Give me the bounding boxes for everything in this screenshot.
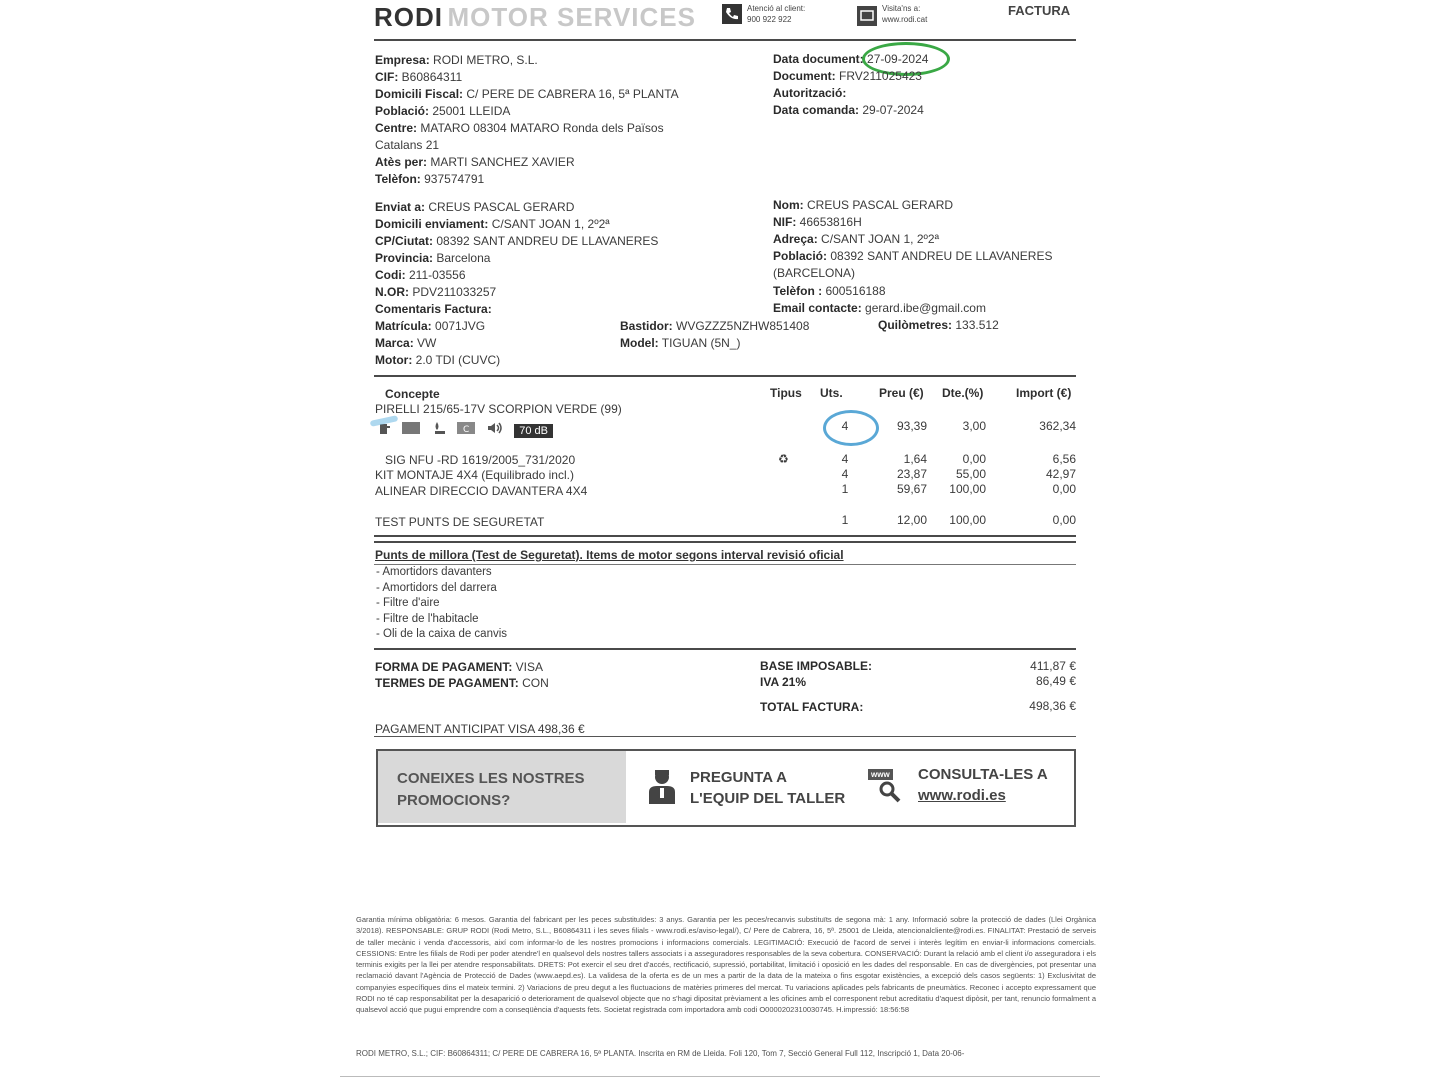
vehicle-model: Model: TIGUAN (5N_) <box>620 336 741 350</box>
shipping-comentaris: Comentaris Factura: <box>375 302 492 316</box>
row-4-preu: 59,67 <box>896 482 927 496</box>
noise-icon <box>486 421 504 440</box>
rodi-web-link[interactable]: www.rodi.es <box>918 787 1006 804</box>
payment-terms: TERMES DE PAGAMENT: CON <box>375 676 549 690</box>
payment-top-divider <box>374 648 1076 650</box>
row-5-concept: TEST PUNTS DE SEGURETAT <box>375 515 545 529</box>
row-1-concept: PIRELLI 215/65-17V SCORPION VERDE (99) <box>375 402 622 416</box>
improvement-item: - Filtre de l'habitacle <box>376 613 479 625</box>
document-type: FACTURA <box>1008 3 1071 18</box>
row-2-uts: 4 <box>841 452 849 466</box>
noise-db-label: 70 dB <box>514 424 553 438</box>
items-bottom-divider-1 <box>374 535 1076 537</box>
customer-poblacio-cont: (BARCELONA) <box>773 266 856 280</box>
grade-b-icon <box>402 421 420 440</box>
row-2-preu: 1,64 <box>903 452 927 466</box>
document-date: Data document: 27-09-2024 <box>773 52 929 66</box>
company-centre: Centre: MATARO 08304 MATARO Ronda dels Països <box>375 121 664 135</box>
vehicle-km: Quilòmetres: 133.512 <box>878 318 999 332</box>
company-poblacio: Població: 25001 LLEIDA <box>375 104 511 118</box>
svg-text:C: C <box>463 425 470 435</box>
col-header-uts: Uts. <box>820 386 843 400</box>
row-2-concept: SIG NFU -RD 1619/2005_731/2020 <box>385 453 576 467</box>
customer-email: Email contacte: gerard.ibe@gmail.com <box>773 301 986 315</box>
company-domicili: Domicili Fiscal: C/ PERE DE CABRERA 16, 5ª PLANTA <box>375 87 679 101</box>
customer-poblacio: Població: 08392 SANT ANDREU DE LLAVANERES <box>773 249 1053 263</box>
web-label: Visita'ns a: <box>882 4 921 13</box>
advance-payment-divider <box>374 736 1076 737</box>
vehicle-bastidor: Bastidor: WVGZZZ5NZHW851408 <box>620 319 810 333</box>
phone-label: Atenció al client: <box>747 4 806 13</box>
web-url: www.rodi.cat <box>882 15 928 24</box>
shipping-nor: N.OR: PDV211033257 <box>375 285 497 299</box>
header-divider <box>374 39 1076 41</box>
brand-rodi: RODI <box>374 2 443 32</box>
vat-label: IVA 21% <box>760 675 807 689</box>
row-5-uts: 1 <box>841 513 849 527</box>
tax-base-label: BASE IMPOSABLE: <box>760 659 873 673</box>
company-centre-cont: Catalans 21 <box>375 138 440 152</box>
web-icon <box>857 6 877 26</box>
shipping-codi: Codi: 211-03556 <box>375 268 466 282</box>
document-order-date: Data comanda: 29-07-2024 <box>773 103 924 117</box>
col-header-dte: Dte.(%) <box>942 386 984 400</box>
mechanic-icon <box>645 768 679 806</box>
document-autoritzacio: Autorització: <box>773 86 847 100</box>
promo-text: CONEIXES LES NOSTRES PROMOCIONS? <box>397 770 585 809</box>
col-header-preu: Preu (€) <box>879 386 924 400</box>
document-number: Document: FRV211025423 <box>773 69 922 83</box>
vehicle-motor: Motor: 2.0 TDI (CUVC) <box>375 353 501 367</box>
row-3-concept: KIT MONTAJE 4X4 (Equilibrado incl.) <box>375 468 574 482</box>
col-header-tipus: Tipus <box>770 386 802 400</box>
recycle-icon: ♻ <box>778 452 789 466</box>
ask-workshop-text: PREGUNTA A L'EQUIP DEL TALLER <box>690 769 846 807</box>
grade-c-icon <box>457 421 475 440</box>
company-telefon: Telèfon: 937574791 <box>375 172 485 186</box>
brand-logo <box>374 2 696 33</box>
tax-base-value: 411,87 € <box>1030 659 1076 673</box>
row-1-import: 362,34 <box>1039 419 1076 433</box>
row-4-import: 0,00 <box>1052 482 1076 496</box>
row-3-preu: 23,87 <box>896 467 927 481</box>
row-5-import: 0,00 <box>1052 513 1076 527</box>
customer-telefon: Telèfon : 600516188 <box>773 284 886 298</box>
row-5-dte: 100,00 <box>949 513 986 527</box>
row-1-uts: 4 <box>841 419 849 433</box>
invoice-total-label: TOTAL FACTURA: <box>760 700 864 714</box>
wet-grip-icon <box>431 421 447 440</box>
shipping-provincia: Provincia: Barcelona <box>375 251 491 265</box>
shipping-cp: CP/Ciutat: 08392 SANT ANDREU DE LLAVANERES <box>375 234 659 248</box>
tyre-label-icons <box>378 421 559 440</box>
vehicle-matricula: Matrícula: 0071JVG <box>375 319 486 333</box>
highlight-circle-uts <box>823 410 879 446</box>
vat-value: 86,49 € <box>1035 674 1076 688</box>
improvement-item: - Filtre d'aire <box>376 597 440 609</box>
items-bottom-divider-2 <box>374 541 1076 543</box>
row-3-dte: 55,00 <box>955 467 986 481</box>
company-empresa: Empresa: RODI METRO, S.L. <box>375 53 538 67</box>
shipping-enviat: Enviat a: CREUS PASCAL GERARD <box>375 200 575 214</box>
items-top-divider <box>374 375 1076 377</box>
improvement-item: - Oli de la caixa de canvis <box>376 628 508 640</box>
legal-footer: RODI METRO, S.L.; CIF: B60864311; C/ PERE DE CABRERA 16, 5ª PLANTA. Inscrita en RM de Lleida. Foli 120, Tom 7, Secció General Full 112, Inscripció 1, Data 20-06- <box>356 1049 965 1058</box>
col-header-concepte: Concepte <box>385 387 440 401</box>
company-cif: CIF: B60864311 <box>375 70 463 84</box>
row-3-import: 42,97 <box>1045 467 1076 481</box>
row-4-concept: ALINEAR DIRECCIO DAVANTERA 4X4 <box>375 484 588 498</box>
customer-adreca: Adreça: C/SANT JOAN 1, 2º2ª <box>773 232 940 246</box>
improvements-title: Punts de millora (Test de Seguretat). Items de motor segons interval revisió oficial <box>375 548 844 562</box>
payment-method: FORMA DE PAGAMENT: VISA <box>375 660 544 674</box>
company-ates: Atès per: MARTI SANCHEZ XAVIER <box>375 155 575 169</box>
brand-motor-services: MOTOR SERVICES <box>447 2 696 32</box>
phone-icon <box>722 4 742 24</box>
legal-text: Garantia mínima obligatòria: 6 mesos. Garantia del fabricant per les peces substituïdes: 3 anys. Garantia per les peces/recanvis substituïts de segona mà: 1 any. Informació sobre la protecció de dades (Llei Orgànica 3/2018). RESPONSABLE: GRUP RODI (Rodi Metro, S.L., B60864311 i les seves filials - www.rodi.es/aviso-legal/), C/ Pere de Cabrera, 16, 5ª. 25001 de Lleida, atencionalcliente@rodi.es. FINALITAT: Prestació de serveis de taller mecànic i venda d'accessoris, així com informar-lo de les nostres promocions i informacions comercials. LEGITIMACIÓ: Execució de l'acord de servei i interès legítim en enviar-li informacions comercials. CESSIONS: Entre les filials de Rodi per poder atendre'l en qualsevol dels nostres tallers associats i a asseguradores responsables de la seva cobertura. CONSERVACIÓ: Durant la relació amb el client i/o asseguradora i els terminis exigits per la llei per atendre responsabilitats. DRETS: Pot exercir el seu dret d'accés, rectificació, supressió, portabilitat, limitació i oposició en les dades del responsable. En cas de divergències, pot presentar una reclamació davant l'Agència de Protecció de Dades (www.aepd.es). La validesa de la oferta es de un mes a partir de la data de la mateixa o fins esgotar existències, a excepció dels casos següents: 1) Exclusivitat de companyies específiques dins el mateix termini. 2) Variacions de preu degut a les fluctuacions de matèries primeres del mercat. Tu variacions aplicades pels fabricants de pneumàtics. Reconec i accepto expressament que RODI no té cap responsabilitat per la desaparició o deteriorament de qualsevol objecte que no s'hagi dipositat prèviament a les oficines amb el corresponent rebut acreditatiu d'aquest dipòsit, per tant, renuncio formalment a qualsevol acció que pugui emprendre com a conseqüència d'aquests fets. Societat registrada com importadora amb codi O0000202310030745. H.impressió: 18:56:58 <box>356 915 1096 1015</box>
page-edge <box>340 1076 1100 1077</box>
shipping-domicili: Domicili enviament: C/SANT JOAN 1, 2º2ª <box>375 217 610 231</box>
consult-text: CONSULTA-LES A www.rodi.es <box>918 766 1048 804</box>
phone-number: 900 922 922 <box>747 15 792 24</box>
row-1-dte: 3,00 <box>962 419 986 433</box>
improvement-item: - Amortidors davanters <box>376 566 492 578</box>
row-2-dte: 0,00 <box>962 452 986 466</box>
web-search-icon <box>868 769 906 803</box>
row-3-uts: 4 <box>841 467 849 481</box>
www-badge: www <box>868 769 893 780</box>
row-5-preu: 12,00 <box>896 513 927 527</box>
customer-nom: Nom: CREUS PASCAL GERARD <box>773 198 954 212</box>
row-1-preu: 93,39 <box>896 419 927 433</box>
customer-nif: NIF: 46653816H <box>773 215 862 229</box>
col-header-import: Import (€) <box>1016 386 1072 400</box>
vehicle-marca: Marca: VW <box>375 336 437 350</box>
row-2-import: 6,56 <box>1052 452 1076 466</box>
advance-payment: PAGAMENT ANTICIPAT VISA 498,36 € <box>375 722 585 736</box>
invoice-total-value: 498,36 € <box>1029 699 1076 713</box>
row-4-dte: 100,00 <box>949 482 986 496</box>
improvement-item: - Amortidors del darrera <box>376 582 497 594</box>
row-4-uts: 1 <box>841 482 849 496</box>
